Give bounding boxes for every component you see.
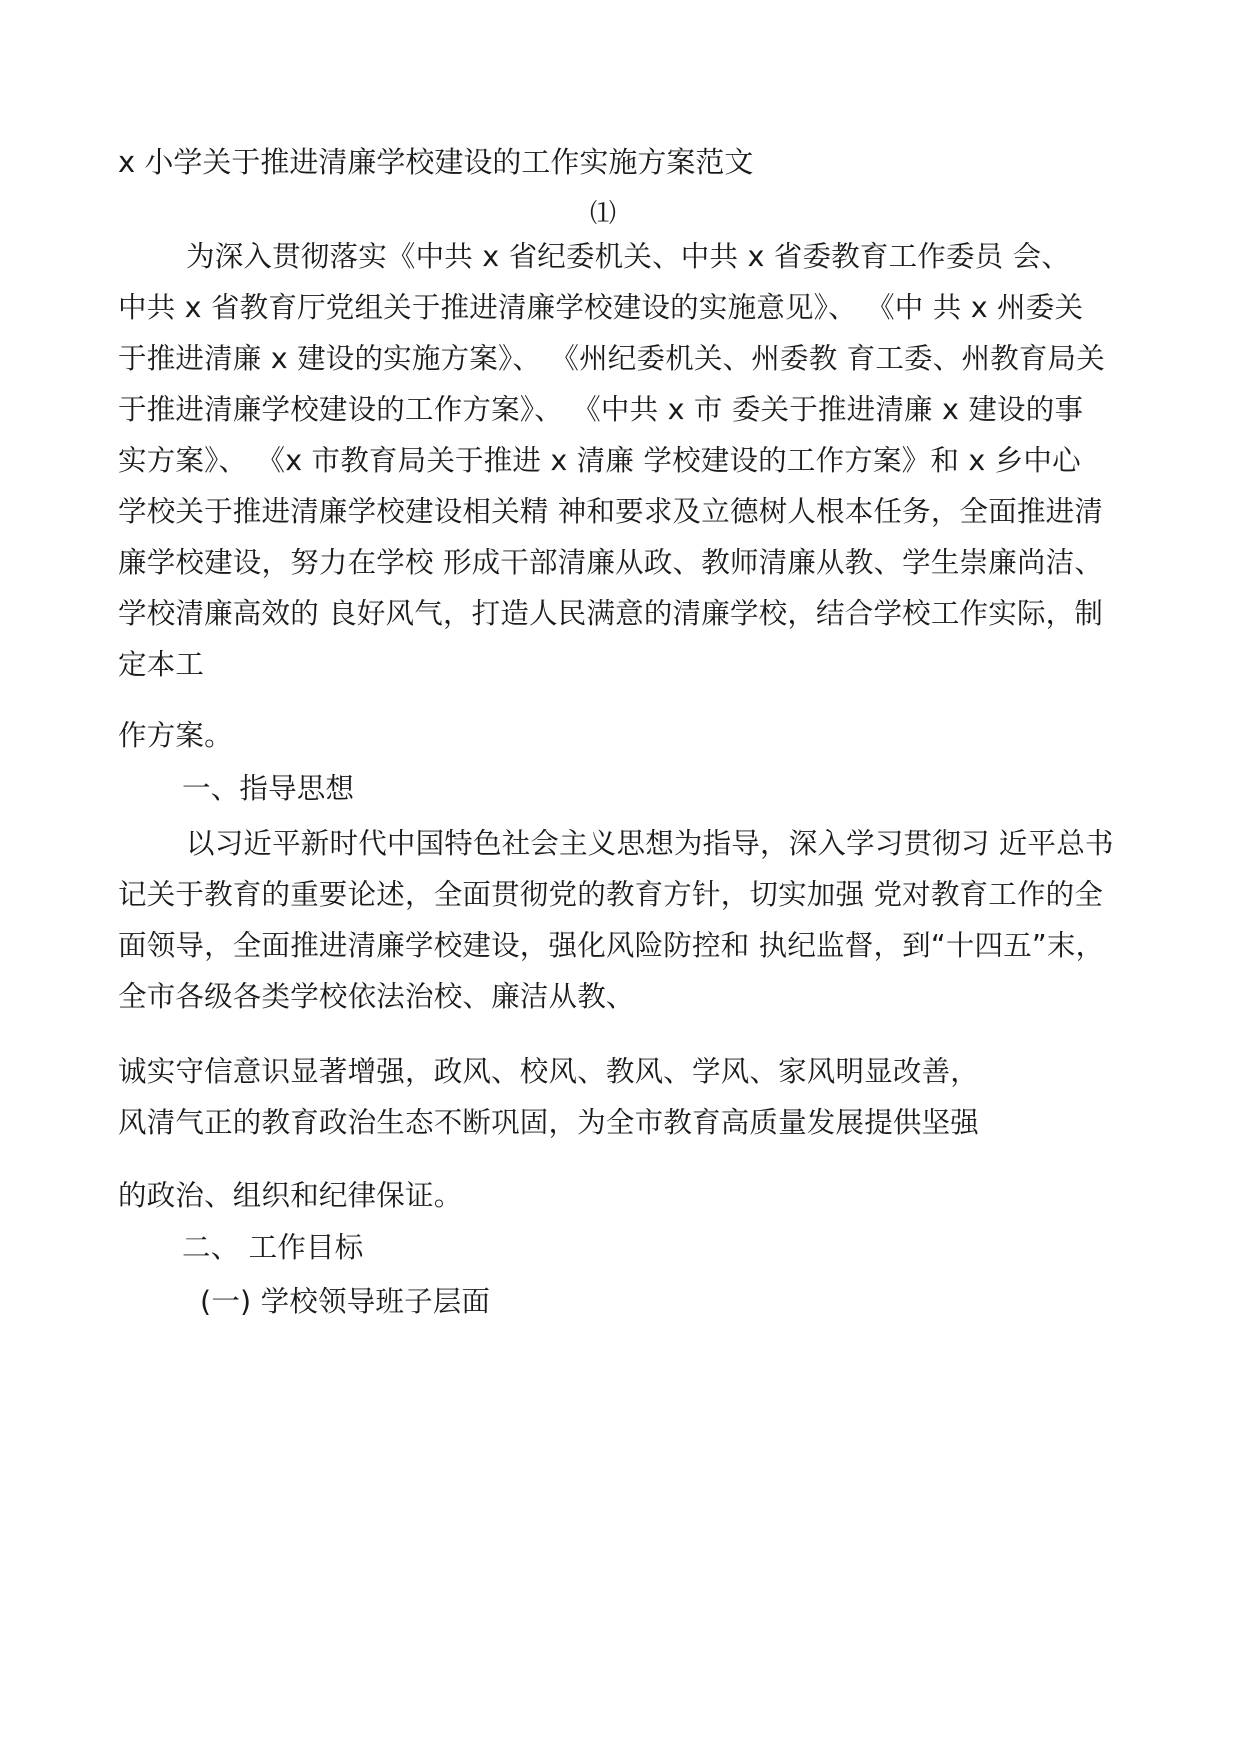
document-subtitle: ⑴ bbox=[590, 199, 617, 229]
subsection-heading-leadership: (一) 学校领导班子层面 bbox=[200, 1285, 491, 1318]
section-heading-guiding-ideology: 一、指导思想 bbox=[182, 772, 355, 805]
intro-line: 廉学校建设，努力在学校 形成干部清廉从政、教师清廉从教、学生崇廉尚洁、 bbox=[118, 546, 1104, 579]
intro-line: 于推进清廉 x 建设的实施方案》、 《州纪委机关、州委教 育工委、州教育局关 bbox=[118, 342, 1105, 375]
intro-line: 为深入贯彻落实《中共 x 省纪委机关、中共 x 省委教育工作委员 会、 bbox=[186, 240, 1071, 273]
intro-line: 定本工 bbox=[118, 648, 205, 681]
intro-tail: 作方案。 bbox=[118, 719, 233, 752]
intro-line: 中共 x 省教育厅党组关于推进清廉学校建设的实施意见》、 《中 共 x 州委关 bbox=[118, 291, 1084, 324]
section1-tail: 的政治、组织和纪律保证。 bbox=[118, 1179, 463, 1212]
section1-line: 全市各级各类学校依法治校、廉洁从教、 bbox=[118, 980, 635, 1013]
intro-line: 学校关于推进清廉学校建设相关精 神和要求及立德树人根本任务，全面推进清 bbox=[118, 495, 1104, 528]
section1-cont-line: 风清气正的教育政治生态不断巩固，为全市教育高质量发展提供坚强 bbox=[118, 1106, 980, 1139]
section1-line: 记关于教育的重要论述，全面贯彻党的教育方针，切实加强 党对教育工作的全 bbox=[118, 878, 1104, 911]
section1-cont-line: 诚实守信意识显著增强，政风、校风、教风、学风、家风明显改善， bbox=[118, 1055, 980, 1088]
section1-line: 以习近平新时代中国特色社会主义思想为指导，深入学习贯彻习 近平总书 bbox=[186, 827, 1114, 860]
document-title: x 小学关于推进清廉学校建设的工作实施方案范文 bbox=[118, 145, 754, 179]
intro-line: 于推进清廉学校建设的工作方案》、 《中共 x 市 委关于推进清廉 x 建设的事 bbox=[118, 393, 1084, 426]
section1-line: 面领导，全面推进清廉学校建设，强化风险防控和 执纪监督，到“十四五”末， bbox=[118, 929, 1105, 962]
section-heading-work-goals: 二、 工作目标 bbox=[182, 1231, 364, 1264]
intro-line: 学校清廉高效的 良好风气，打造人民满意的清廉学校，结合学校工作实际，制 bbox=[118, 597, 1104, 630]
intro-line: 实方案》、 《x 市教育局关于推进 x 清廉 学校建设的工作方案》和 x 乡中心 bbox=[118, 444, 1081, 477]
